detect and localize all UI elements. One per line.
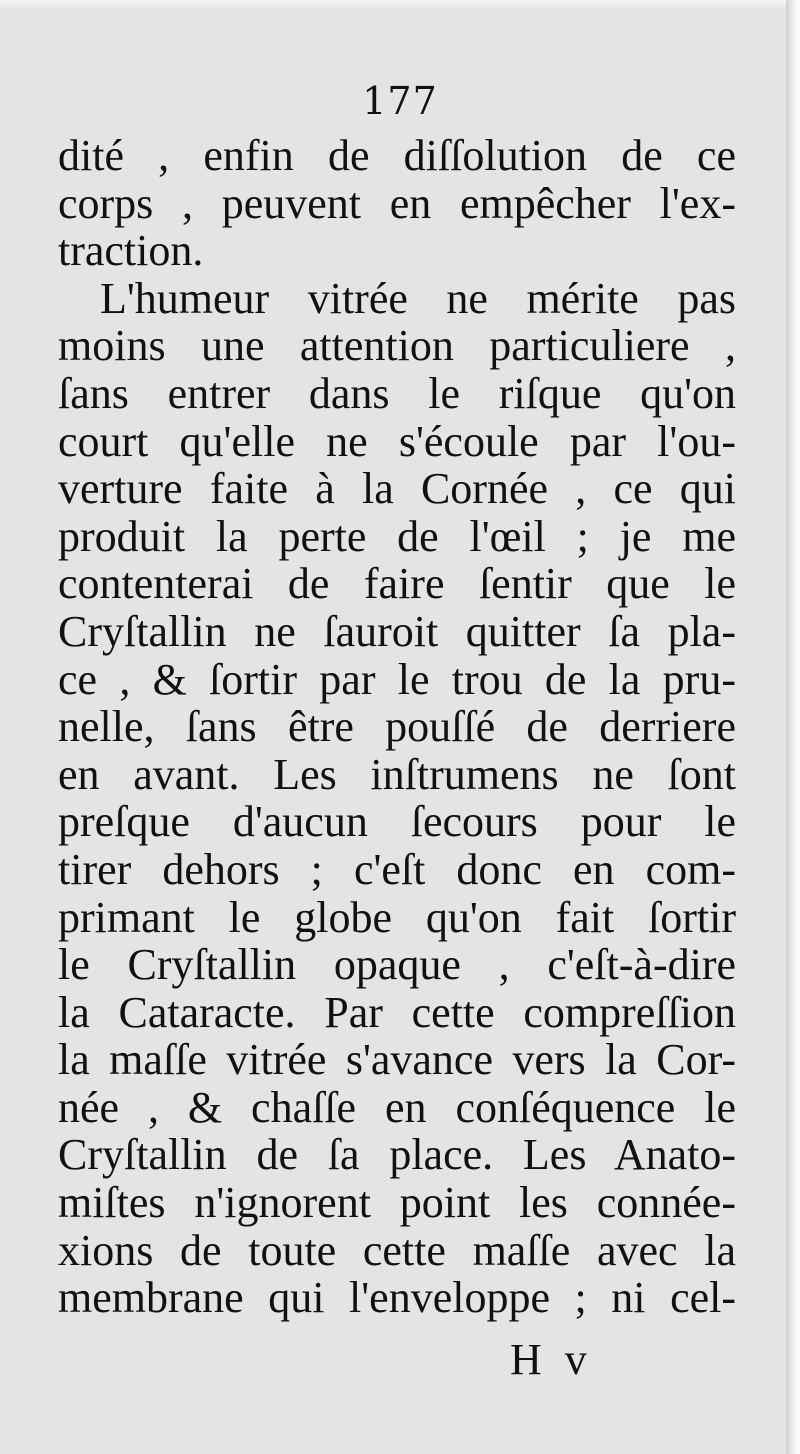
text-line: miſtes n'ignorent point les connée- bbox=[58, 1178, 736, 1228]
catchword: H v bbox=[510, 1335, 593, 1384]
text-line: ce , & ſortir par le trou de la pru- bbox=[58, 654, 736, 704]
text-line: en avant. Les inſtrumens ne ſont bbox=[58, 749, 736, 799]
text-line: tirer dehors ; c'eſt donc en com- bbox=[58, 844, 736, 894]
text-line: xions de toute cette maſſe avec la bbox=[58, 1225, 736, 1275]
text-line: le Cryſtallin opaque , c'eſt-à-dire bbox=[58, 940, 736, 990]
text-line: membrane qui l'enveloppe ; ni cel- bbox=[58, 1273, 736, 1323]
text-line: contenterai de faire ſentir que le bbox=[58, 559, 736, 609]
text-line: nelle, ſans être pouſſé de derriere bbox=[58, 702, 736, 752]
page-number: 177 bbox=[362, 79, 438, 123]
text-line: primant le globe qu'on fait ſortir bbox=[58, 892, 736, 942]
text-line: traction. bbox=[58, 226, 204, 276]
text-line: Cryſtallin ne ſauroit quitter ſa pla- bbox=[58, 606, 736, 656]
text-line: Cryſtallin de ſa place. Les Anato- bbox=[58, 1130, 736, 1180]
text-line: moins une attention particuliere , bbox=[58, 321, 736, 371]
text-line: preſque d'aucun ſecours pour le bbox=[58, 797, 736, 847]
body-text bbox=[58, 132, 736, 1322]
text-line: corps , peuvent en empêcher l'ex- bbox=[58, 178, 736, 228]
text-line: court qu'elle ne s'écoule par l'ou- bbox=[58, 416, 736, 466]
text-line: verture faite à la Cornée , ce qui bbox=[58, 464, 736, 514]
text-line: la Cataracte. Par cette compreſſion bbox=[58, 987, 736, 1037]
text-line: L'humeur vitrée ne mérite pas bbox=[100, 273, 736, 323]
page-top-edge bbox=[0, 0, 800, 10]
page-right-edge bbox=[786, 0, 800, 1454]
text-line: produit la perte de l'œil ; je me bbox=[58, 511, 736, 561]
text-line: dité , enfin de diſſolution de ce bbox=[58, 131, 736, 180]
text-line: la maſſe vitrée s'avance vers la Cor- bbox=[58, 1035, 736, 1085]
text-line: ſans entrer dans le riſque qu'on bbox=[58, 368, 736, 418]
text-line: née , & chaſſe en conſéquence le bbox=[58, 1082, 736, 1132]
